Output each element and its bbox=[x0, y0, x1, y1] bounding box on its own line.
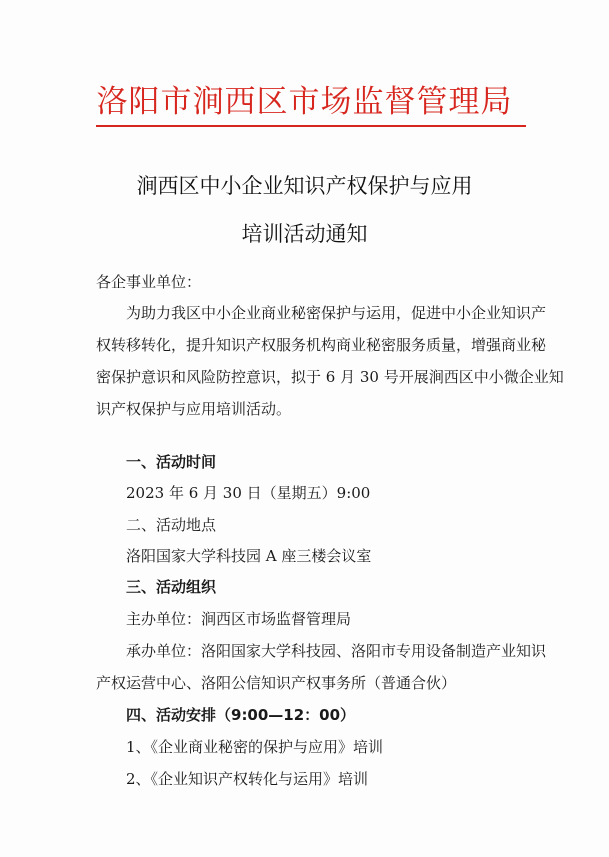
organizer-line: 主办单位：涧西区市场监督管理局 bbox=[126, 610, 352, 628]
section-heading-place: 二、活动地点 bbox=[126, 516, 217, 534]
event-place-value: 洛阳国家大学科技园 A 座三楼会议室 bbox=[126, 547, 372, 565]
section-heading-schedule: 四、活动安排（9:00—12：00） bbox=[126, 706, 356, 724]
intro-paragraph-line: 密保护意识和风险防控意识，拟于 6 月 30 号开展涧西区中小微企业知 bbox=[96, 368, 564, 386]
event-time-value: 2023 年 6 月 30 日（星期五）9:00 bbox=[126, 484, 371, 502]
section-heading-time: 一、活动时间 bbox=[126, 453, 217, 471]
intro-paragraph-line: 识产权保护与应用培训活动。 bbox=[96, 400, 292, 418]
document-title-line-2: 培训活动通知 bbox=[241, 222, 368, 246]
co-organizer-line-continued: 产权运营中心、洛阳公信知识产权事务所（普通合伙） bbox=[96, 674, 457, 692]
intro-paragraph-line: 为助力我区中小企业商业秘密保护与运用，促进中小企业知识产 bbox=[126, 304, 547, 322]
schedule-item: 1、《企业商业秘密的保护与应用》培训 bbox=[126, 738, 384, 756]
section-heading-organization: 三、活动组织 bbox=[126, 578, 217, 596]
intro-paragraph-line: 权转移转化，提升知识产权服务机构商业秘密服务质量，增强商业秘 bbox=[96, 336, 547, 354]
document-title-line-1: 涧西区中小企业知识产权保护与应用 bbox=[136, 174, 473, 198]
agency-letterhead: 洛阳市涧西区市场监督管理局 bbox=[96, 84, 513, 120]
co-organizer-line: 承办单位：洛阳国家大学科技园、洛阳市专用设备制造产业知识 bbox=[126, 642, 547, 660]
letterhead-red-rule bbox=[96, 125, 526, 127]
salutation: 各企事业单位： bbox=[96, 273, 202, 291]
schedule-item: 2、《企业知识产权转化与运用》培训 bbox=[126, 770, 369, 788]
